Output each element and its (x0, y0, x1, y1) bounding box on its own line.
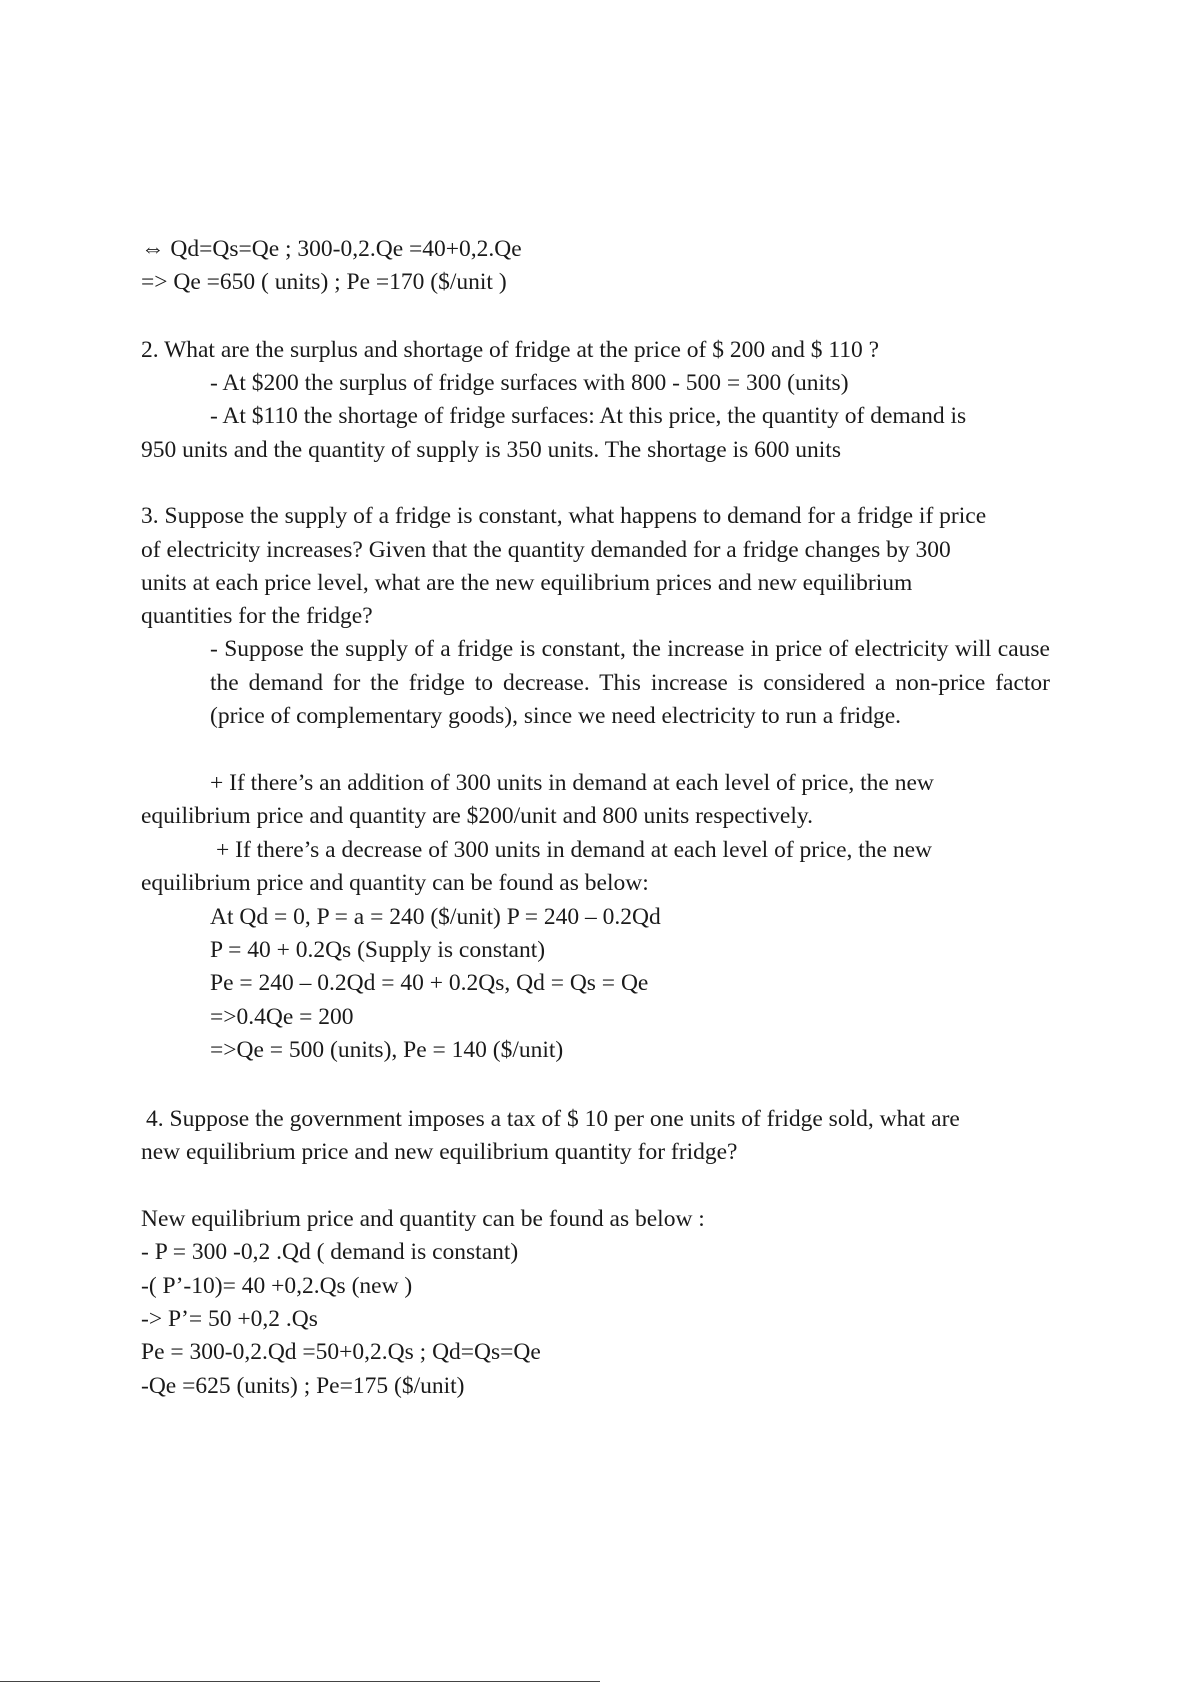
q3-explanation-paragraph: - Suppose the supply of a fridge is constant, the increase in price of electricity will cause the demand for the fridge to decrease. This increase is considered a non-price factor (price of complementary goods), since we need electricity to run a fridge. (210, 636, 1050, 729)
q4-answer-line: New equilibrium price and quantity can be found as below : (141, 1206, 705, 1232)
q3-question-line1: 3. Suppose the supply of a fridge is constant, what happens to demand for a fridge if price (141, 503, 987, 529)
q3-calc-line: =>Qe = 500 (units), Pe = 140 ($/unit) (210, 1037, 564, 1063)
page-bottom-rule (0, 1681, 600, 1682)
q4-answer-line: Pe = 300-0,2.Qd =50+0,2.Qs ; Qd=Qs=Qe (141, 1339, 541, 1365)
q3-decrease-line1: + If there’s a decrease of 300 units in demand at each level of price, the new (216, 837, 932, 863)
q3-question-line2: of electricity increases? Given that the quantity demanded for a fridge changes by 300 (141, 537, 951, 563)
intro-equation-line: ⇔ Qd=Qs=Qe ; 300-0,2.Qe =40+0,2.Qe (141, 236, 522, 262)
q3-calc-line: At Qd = 0, P = a = 240 ($/unit) P = 240 – 0.2Qd (210, 904, 661, 930)
q4-answer-line: -> P’= 50 +0,2 .Qs (141, 1306, 318, 1332)
q3-addition-line1: + If there’s an addition of 300 units in demand at each level of price, the new (210, 770, 934, 796)
q4-answer-line: - P = 300 -0,2 .Qd ( demand is constant) (141, 1239, 519, 1265)
q2-answer-surplus: - At $200 the surplus of fridge surfaces with 800 - 500 = 300 (units) (210, 370, 849, 396)
q4-question-line2: new equilibrium price and new equilibrium quantity for fridge? (141, 1139, 738, 1165)
q4-question-line1: 4. Suppose the government imposes a tax of $ 10 per one units of fridge sold, what are (146, 1106, 960, 1132)
q3-decrease-line2: equilibrium price and quantity can be found as below: (141, 870, 649, 896)
q3-addition-line2: equilibrium price and quantity are $200/unit and 800 units respectively. (141, 803, 813, 829)
q2-answer-shortage-line1: - At $110 the shortage of fridge surfaces: At this price, the quantity of demand is (210, 403, 967, 429)
q3-calc-line: P = 40 + 0.2Qs (Supply is constant) (210, 937, 546, 963)
q4-answer-line: -( P’-10)= 40 +0,2.Qs (new ) (141, 1273, 413, 1299)
q2-answer-shortage-line2: 950 units and the quantity of supply is 350 units. The shortage is 600 units (141, 437, 841, 463)
q3-calc-line: =>0.4Qe = 200 (210, 1004, 354, 1030)
q2-question: 2. What are the surplus and shortage of fridge at the price of $ 200 and $ 110 ? (141, 337, 880, 363)
q4-answer-line: -Qe =625 (units) ; Pe=175 ($/unit) (141, 1373, 465, 1399)
q3-calc-line: Pe = 240 – 0.2Qd = 40 + 0.2Qs, Qd = Qs = Qe (210, 970, 649, 996)
q3-question-line4: quantities for the fridge? (141, 603, 373, 629)
intro-result-line: => Qe =650 ( units) ; Pe =170 ($/unit ) (141, 269, 507, 295)
q3-question-line3: units at each price level, what are the new equilibrium prices and new equilibrium (141, 570, 913, 596)
